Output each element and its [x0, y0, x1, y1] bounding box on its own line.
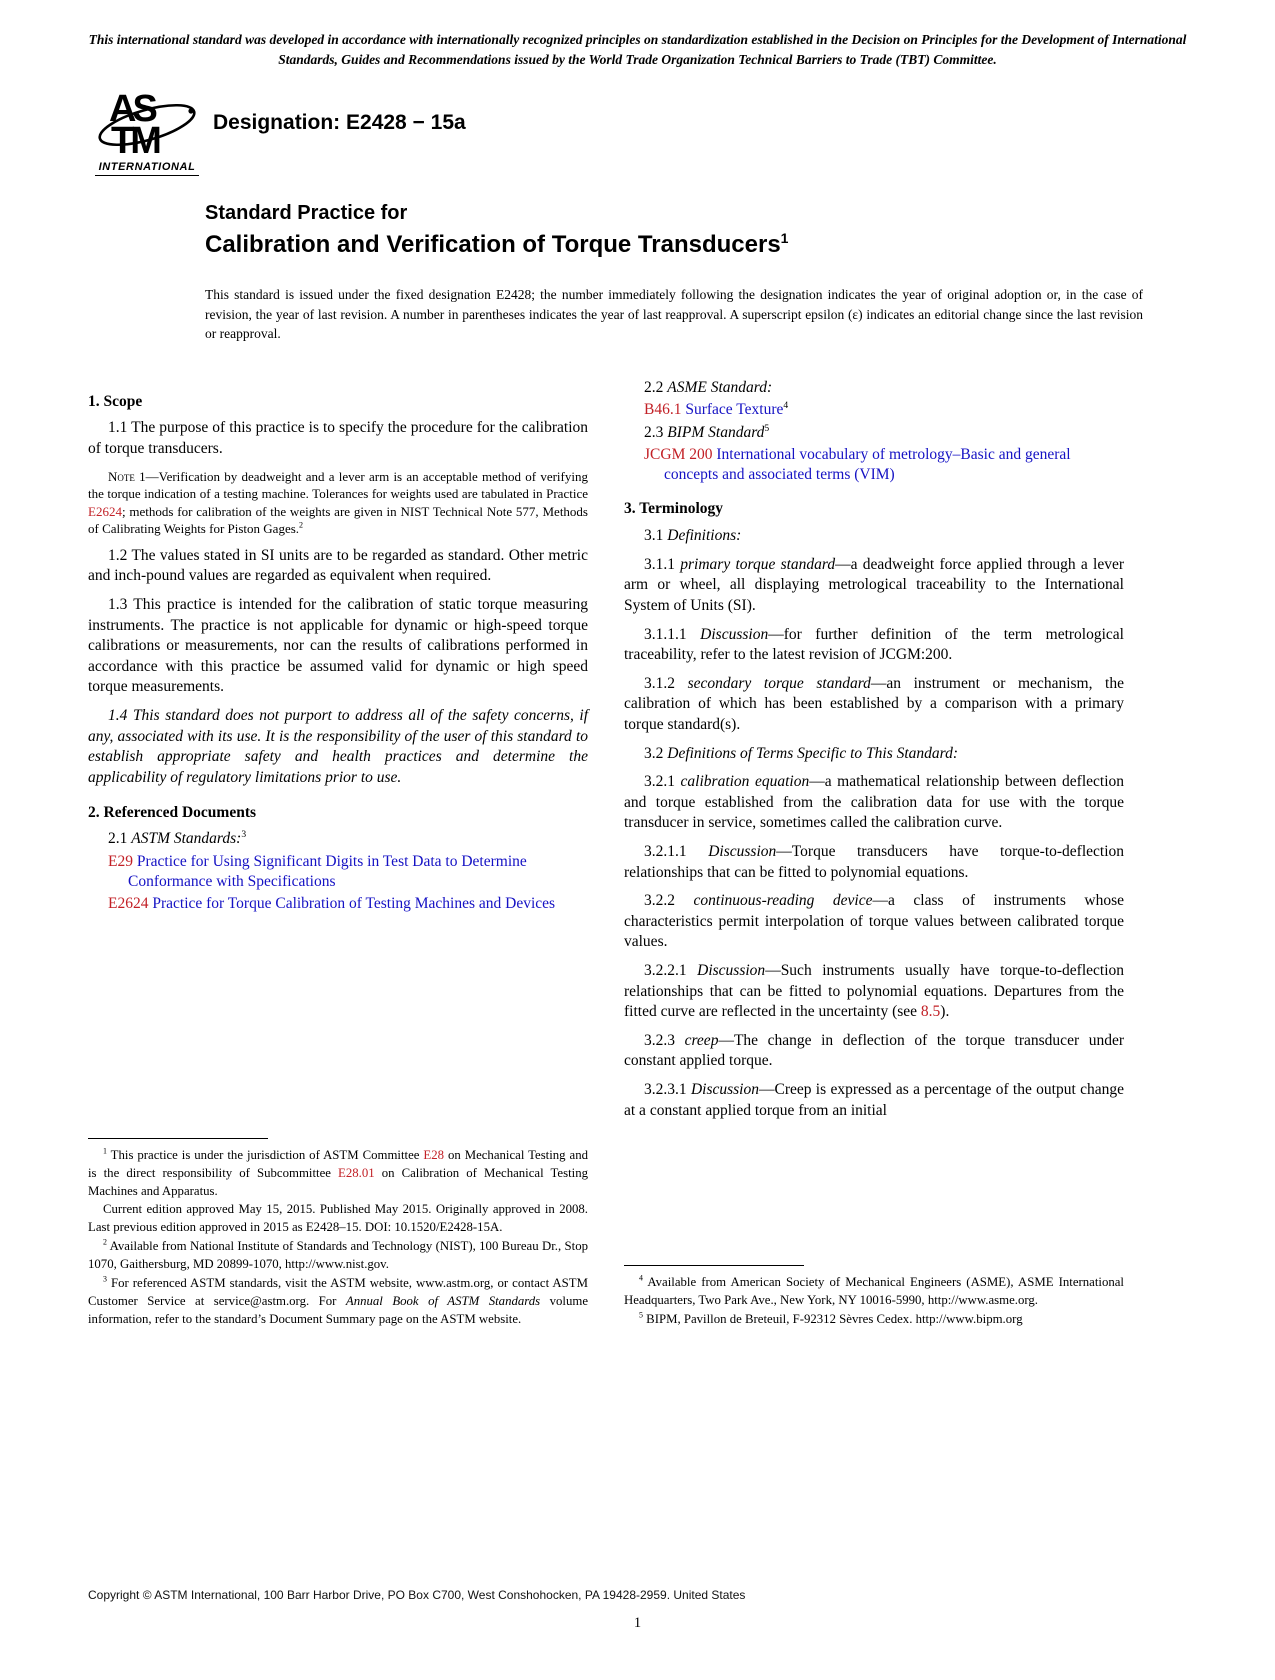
footnote-text: For referenced ASTM standards, visit the ASTM website, www.astm.org, or contact ASTM Customer Service at service@astm.org. For: [88, 1276, 588, 1308]
para-text: —Such instruments usually have torque-to-deflection relationships that can be fitted to polynomial equations. Departures from the fitted curve are reflected in the uncertainty (see: [624, 962, 1125, 1021]
wto-tbt-notice: This international standard was developed in accordance with internationally recognized principles on standardization established in the Decision on Principles for the Development of International Standards, Guides and Recommendations issued by the World Trade Organization Technical Barriers to Trade (TBT) Committee.: [88, 32, 1187, 67]
footnote-marker: 2: [103, 1238, 107, 1248]
footnote-text: on Mechanical Testing and is the direct responsibility of Subcommittee: [88, 1147, 589, 1180]
footnote-ref-2[interactable]: 2: [299, 520, 304, 530]
para-number: 2.2: [644, 378, 668, 396]
footnote-book-title: Annual Book of ASTM Standards: [345, 1294, 541, 1308]
page-title: [205, 231, 1275, 259]
left-column: [88, 378, 588, 1330]
para-title: ASME Standard:: [667, 378, 773, 396]
defined-term: secondary torque standard: [687, 674, 871, 692]
paragraph-3-1-1-1: [624, 625, 1124, 666]
paragraph-3-2-2: [624, 891, 1124, 953]
para-number: 3.2.1: [644, 773, 681, 791]
link-JCGM-200[interactable]: JCGM 200: [644, 446, 713, 464]
logo-letters-top: AS: [109, 88, 154, 131]
note-text-post: ; methods for calibration of the weights are given in NIST Technical Note 577, Methods of Calibrating Weights for Piston Gages.: [88, 503, 588, 537]
para-text: —Torque transducers have torque-to-deflection relationships that can be fitted to polynomial equations.: [624, 842, 1125, 881]
defined-term: primary torque standard: [680, 555, 836, 573]
link-E28[interactable]: E28: [423, 1147, 445, 1162]
reference-item-B46-1: [624, 400, 1124, 420]
copyright-line: Copyright © ASTM International, 100 Barr Harbor Drive, PO Box C700, West Conshohocken, PA 19428-2959. United States: [88, 1588, 746, 1602]
footnote-1-edition: Current edition approved May 15, 2015. Published May 2015. Originally approved in 2008. Last previous edition approved in 2015 as E2428–15. DOI: 10.1520/E2428-15A.: [88, 1202, 588, 1235]
link-E2624[interactable]: E2624: [88, 503, 122, 519]
footnote-divider: [624, 1265, 804, 1266]
footnote-marker: 5: [639, 1310, 643, 1320]
para-text: ).: [940, 1003, 950, 1021]
section-heading-scope: 1. Scope: [88, 392, 143, 410]
note-label: Note 1—: [108, 468, 159, 484]
defined-term: continuous-reading device: [693, 892, 873, 910]
link-B46-1[interactable]: B46.1: [644, 401, 682, 419]
footnote-4: [624, 1274, 1124, 1310]
paragraph-3-2-2-1: [624, 961, 1124, 1023]
document-page: [0, 30, 1275, 1680]
link-E29[interactable]: E29: [108, 852, 133, 870]
footnote-marker: 4: [639, 1273, 643, 1283]
footnote-ref-5[interactable]: 5: [764, 422, 770, 434]
para-number: 3.2: [644, 744, 668, 762]
issuance-note: This standard is issued under the fixed designation E2428; the number immediately following the designation indicates the year of original adoption or, in the case of revision, the year of last revision. A number in parentheses indicates the year of last reapproval. A superscript epsilon (ε) indicates an editorial change since the last revision or reapproval.: [205, 287, 1143, 342]
footnote-text: Available from National Institute of Standards and Technology (NIST), 100 Bureau Dr., Stop 1070, Gaithersburg, MD 20899-1070, http://www.nist.gov.: [88, 1239, 588, 1272]
paragraph-2-2: [624, 378, 1124, 399]
designation: Designation: E2428 − 15a: [213, 111, 466, 135]
para-number: 3.2.3.1: [644, 1081, 691, 1099]
page-number: 1: [633, 1615, 642, 1631]
footnote-text: on Calibration of Mechanical Testing Machines and Apparatus.: [88, 1165, 588, 1198]
para-text: —Creep is expressed as a percentage of the output change at a constant applied torque from an initial: [624, 1081, 1124, 1119]
title-kicker: Standard Practice for: [205, 202, 408, 225]
para-number: 1.3: [108, 596, 134, 614]
para-number: 1.2: [108, 546, 132, 564]
paragraph-3-2-3-1: [624, 1080, 1124, 1121]
para-text: —a deadweight force applied through a lever arm or wheel, all displaying metrological traceability to the International System of Units (SI).: [624, 555, 1124, 614]
para-number: 3.2.2: [644, 892, 694, 910]
paragraph-2-1: [88, 829, 588, 850]
paragraph-3-2-1: [624, 772, 1124, 834]
para-title: Definitions of Terms Specific to This Standard:: [667, 744, 959, 762]
footnote-marker: 3: [103, 1274, 107, 1284]
footnote-text: volume information, refer to the standard’s Document Summary page on the ASTM website.: [88, 1294, 589, 1326]
reference-item-JCGM-200: [624, 445, 1124, 485]
link-8-5[interactable]: 8.5: [920, 1003, 941, 1021]
paragraph-3-1: [624, 526, 1124, 547]
para-title: Definitions:: [667, 527, 742, 545]
left-footnotes: [88, 1138, 588, 1330]
title-footnote-ref[interactable]: 1: [780, 230, 789, 247]
note-1: [88, 468, 588, 538]
discussion-label: Discussion: [690, 1081, 759, 1099]
paragraph-3-1-1: [624, 555, 1124, 617]
two-column-body: [88, 378, 1187, 1330]
section-heading-terminology: 3. Terminology: [624, 500, 724, 518]
masthead: [95, 85, 1275, 176]
footnote-5: [624, 1311, 1124, 1329]
para-number: 3.2.1.1: [644, 842, 709, 860]
footnote-ref-4[interactable]: 4: [783, 400, 789, 412]
para-text: —for further definition of the term metrological traceability, refer to the latest revision of JCGM:200.: [624, 625, 1124, 664]
para-text: This standard does not purport to address all of the safety concerns, if any, associated with its use. It is the responsibility of the user of this standard to establish appropriate safety and health practices and determine the applicability of regulatory limitations prior to use.: [88, 707, 589, 786]
paragraph-3-2-3: [624, 1031, 1124, 1072]
reference-item-E29: [88, 852, 588, 892]
logo-letters-bottom: TM: [111, 120, 158, 163]
footnote-text: This practice is under the jurisdiction of ASTM Committee: [106, 1147, 424, 1162]
paragraph-3-2: [624, 744, 1124, 765]
para-number: 2.1: [108, 830, 132, 848]
paragraph-1-2: [88, 546, 588, 587]
paragraph-2-3: [624, 423, 1124, 444]
section-heading-referenced-documents: 2. Referenced Documents: [88, 803, 257, 821]
para-text: The purpose of this practice is to specify the procedure for the calibration of torque transducers.: [88, 419, 588, 458]
defined-term: creep: [684, 1031, 719, 1049]
para-text: —a class of instruments whose characteristics permit interpolation of torque values between calibrated torque values.: [624, 892, 1125, 951]
link-E28-01[interactable]: E28.01: [338, 1165, 375, 1180]
para-number: 3.2.2.1: [644, 962, 698, 980]
right-column: [624, 378, 1124, 1330]
astm-logo: [95, 85, 199, 176]
para-title: BIPM Standard: [667, 423, 765, 441]
para-number: 3.1: [644, 527, 668, 545]
logo-international-label: INTERNATIONAL: [95, 161, 199, 176]
note-text-pre: Verification by deadweight and a lever arm is an acceptable method of verifying the torque indication of a testing machine. Tolerances for weights used are tabulated in Practice: [88, 468, 588, 502]
discussion-label: Discussion: [708, 842, 777, 860]
discussion-label: Discussion: [700, 625, 769, 643]
footnote-text: Available from American Society of Mechanical Engineers (ASME), ASME International Headquarters, Two Park Ave., New York, NY 10016-5990, http://www.asme.org.: [624, 1275, 1124, 1307]
para-number: 3.1.1: [644, 555, 681, 573]
para-number: 3.1.1.1: [644, 625, 701, 643]
para-number: 3.2.3: [644, 1031, 685, 1049]
footnote-ref-3[interactable]: 3: [241, 828, 247, 840]
footnote-3: [88, 1275, 588, 1329]
discussion-label: Discussion: [697, 962, 766, 980]
reference-title[interactable]: Practice for Using Significant Digits in Test Data to Determine Conformance with Specifications: [128, 852, 527, 890]
para-text: —an instrument or mechanism, the calibration of which has been established by a comparison with a primary torque standard(s).: [624, 674, 1124, 733]
footnote-marker: 1: [103, 1146, 107, 1156]
title-text: Calibration and Verification of Torque Transducers: [205, 231, 781, 259]
reference-item-E2624: [88, 894, 588, 914]
paragraph-1-4: [88, 706, 588, 788]
reference-title[interactable]: Surface Texture: [685, 401, 784, 419]
para-title: ASTM Standards:: [131, 830, 242, 848]
astm-logo-icon: [97, 85, 197, 165]
footnote-2: [88, 1238, 588, 1274]
para-text: —The change in deflection of the torque transducer under constant applied torque.: [624, 1031, 1124, 1070]
link-E2624[interactable]: E2624: [108, 895, 149, 913]
footnote-text: BIPM, Pavillon de Breteuil, F-92312 Sèvres Cedex. http://www.bipm.org: [642, 1311, 1023, 1326]
para-number: 3.1.2: [644, 674, 688, 692]
para-text: —a mathematical relationship between deflection and torque established from the calibration data for use with the torque transducer in service, sometimes called the calibration curve.: [624, 773, 1125, 832]
paragraph-1-1: [88, 418, 588, 459]
paragraph-1-3: [88, 595, 588, 698]
reference-title[interactable]: International vocabulary of metrology–Basic and general concepts and associated terms (VIM): [664, 446, 1071, 484]
para-number: 1.1: [108, 419, 132, 437]
footnote-divider: [88, 1138, 268, 1139]
defined-term: calibration equation: [680, 773, 810, 791]
reference-title[interactable]: Practice for Torque Calibration of Testing Machines and Devices: [152, 895, 556, 913]
para-number: 1.4: [108, 707, 133, 725]
para-text: The values stated in SI units are to be regarded as standard. Other metric and inch-pound values are regarded as equivalent when required.: [88, 546, 588, 585]
title-block: [205, 202, 1275, 344]
para-number: 2.3: [644, 423, 668, 441]
para-text: This practice is intended for the calibration of static torque measuring instruments. The practice is not applicable for dynamic or high-speed torque calibrations or measurements, nor can the results of calibrations performed in accordance with this practice be assumed valid for dynamic or high speed torque measurements.: [88, 596, 588, 696]
paragraph-3-1-2: [624, 674, 1124, 736]
right-footnotes: [624, 1265, 1124, 1330]
footnote-1: [88, 1147, 588, 1201]
paragraph-3-2-1-1: [624, 842, 1124, 883]
